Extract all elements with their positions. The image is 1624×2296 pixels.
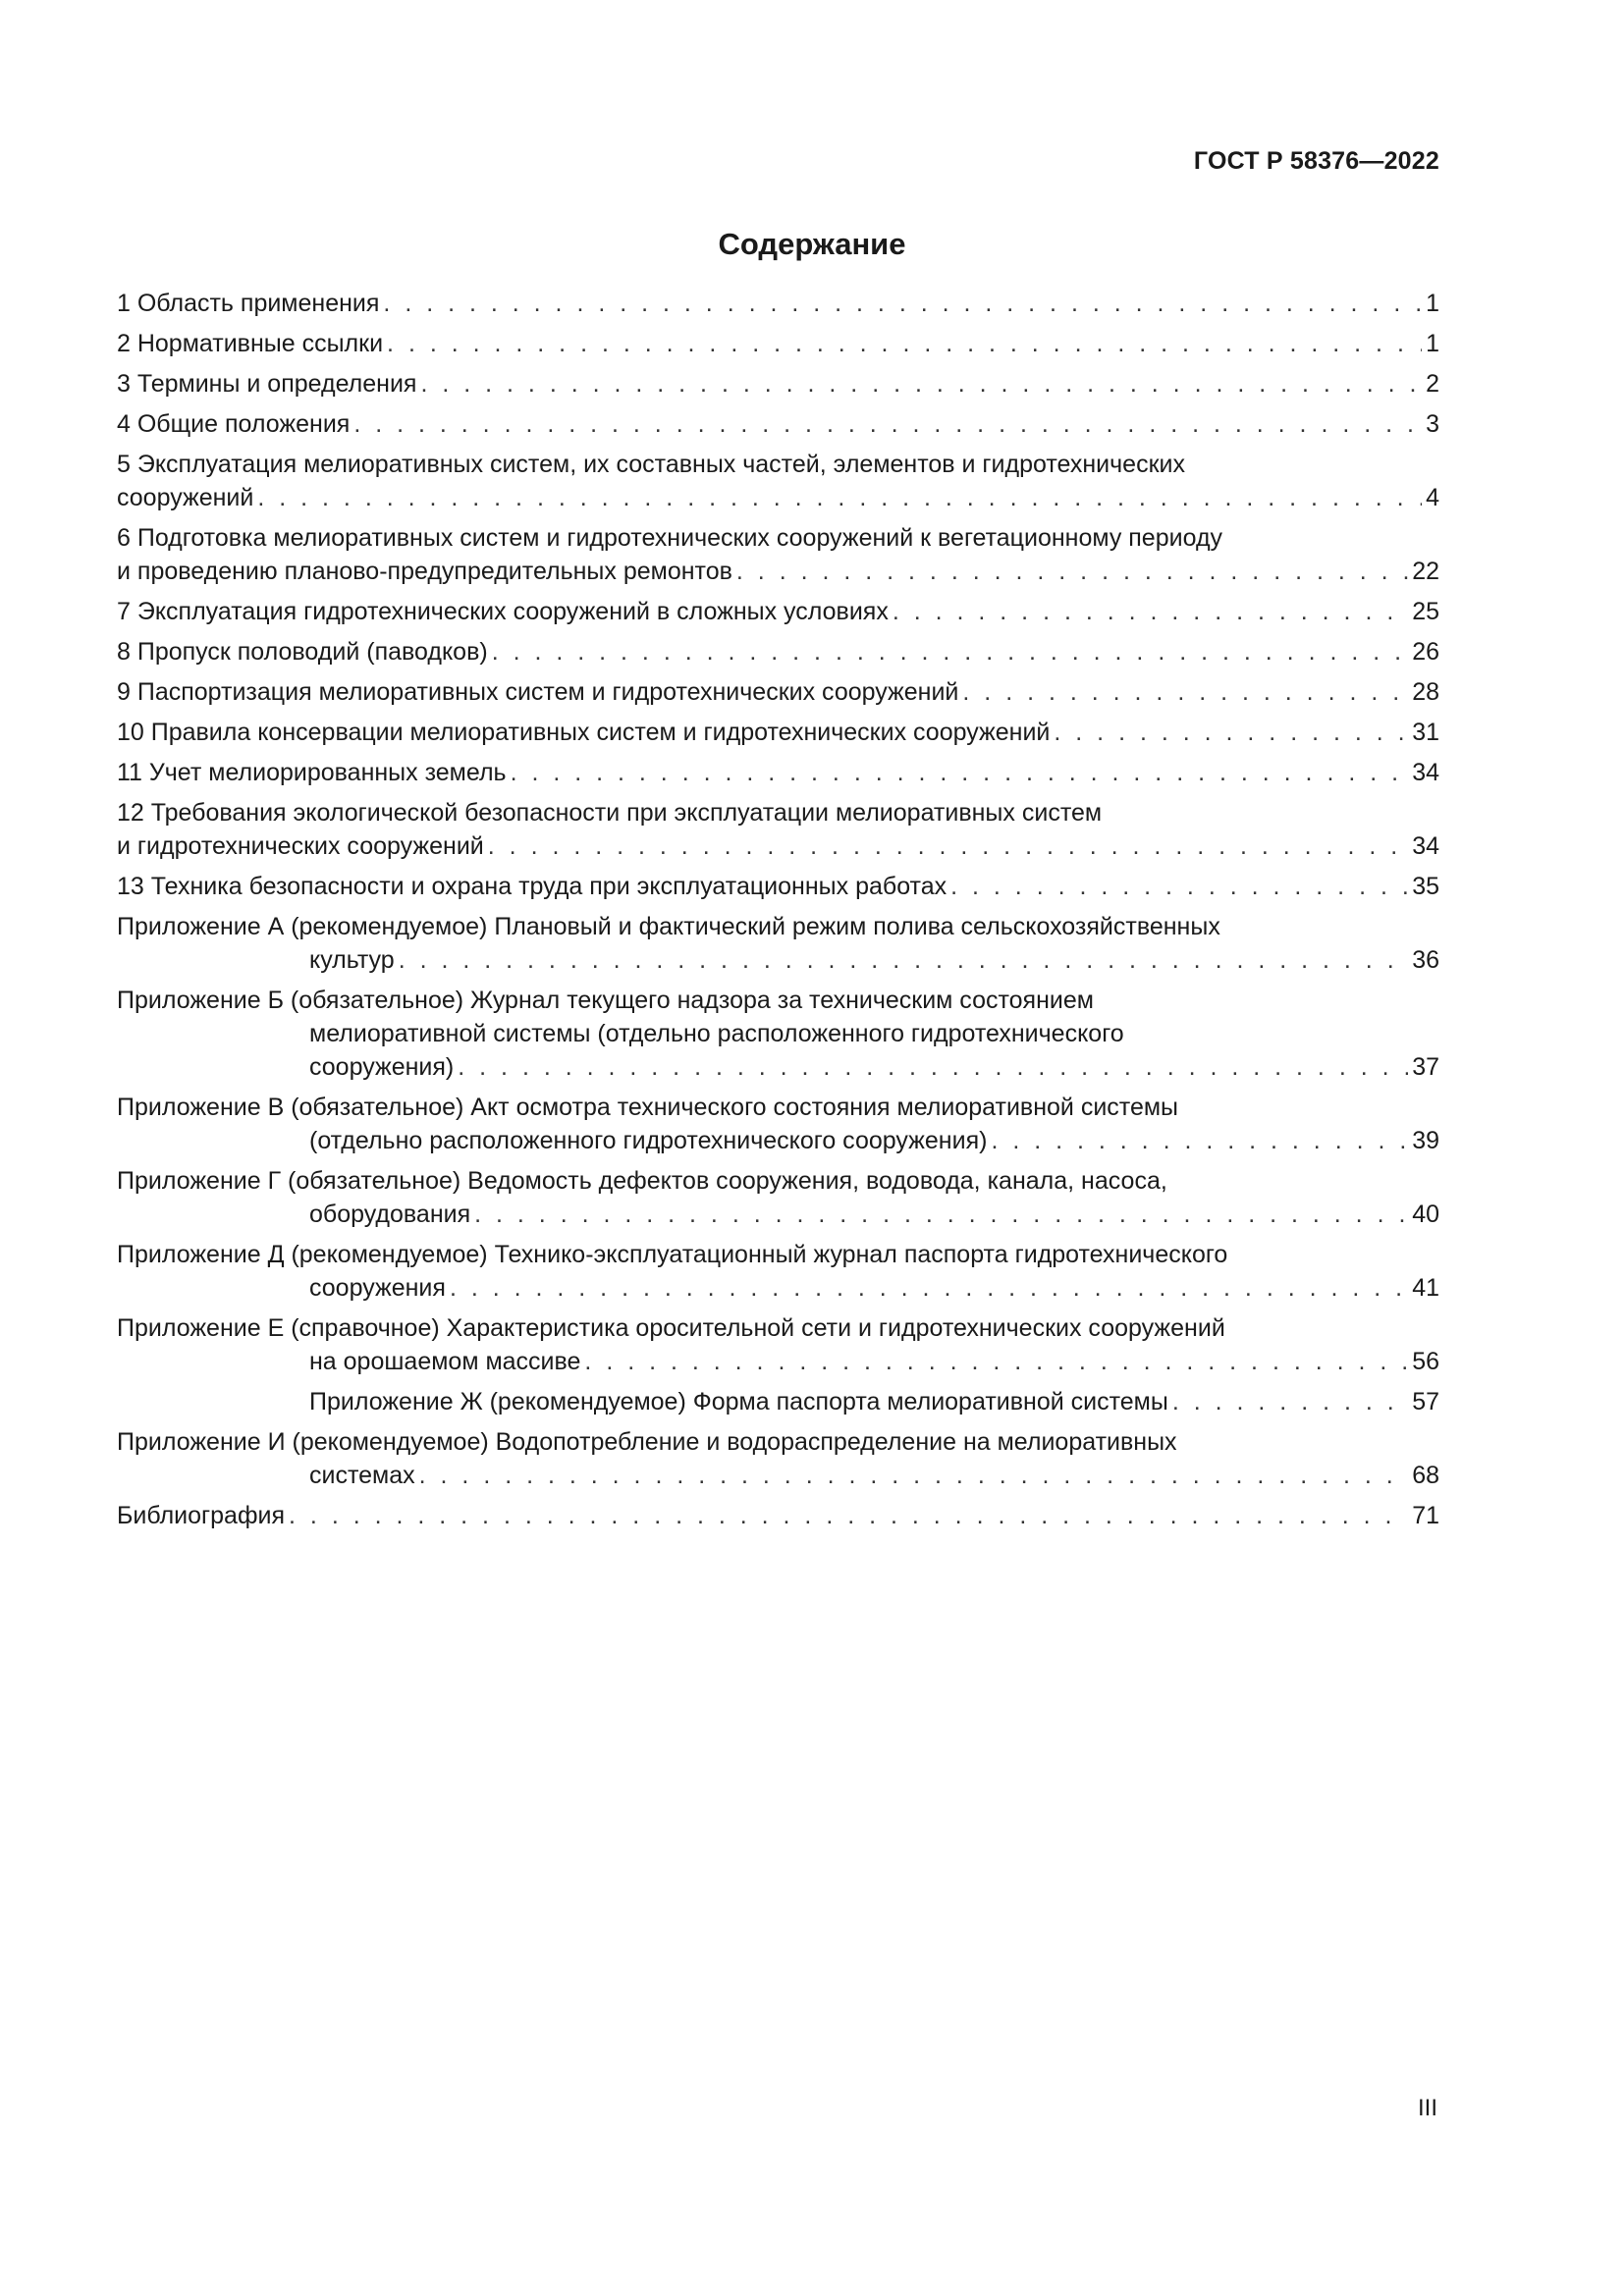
toc-page-number: 36: [1412, 946, 1439, 974]
toc-page-number: 1: [1426, 330, 1439, 357]
toc-entry-last-line: [117, 943, 1439, 977]
toc-page-number: 26: [1412, 638, 1439, 666]
toc-entry-last-line: [117, 595, 1439, 628]
toc-page-number: 1: [1426, 290, 1439, 317]
toc-entry-text: Приложение Б (обязательное) Журнал текущего надзора за техническим состоянием: [117, 987, 1094, 1014]
toc-entry-text: сооружения): [309, 1053, 455, 1081]
toc-page-number: 71: [1412, 1502, 1439, 1529]
toc-entry-text: и гидротехнических сооружений: [117, 832, 484, 860]
toc-entry[interactable]: [117, 1425, 1439, 1492]
toc-entry-last-line: [117, 407, 1439, 441]
dot-leader: [353, 407, 1422, 441]
toc-entry-text: 6 Подготовка мелиоративных систем и гидротехнических сооружений к вегетационному периоду: [117, 524, 1223, 552]
toc-page-number: 68: [1412, 1462, 1439, 1489]
toc-entry-text: 13 Техника безопасности и охрана труда при эксплуатационных работах: [117, 873, 947, 900]
toc-page-number: 40: [1412, 1201, 1439, 1228]
toc-page-number: 57: [1412, 1388, 1439, 1415]
toc-entry-last-line: [117, 1385, 1439, 1418]
toc-entry-text: сооружения: [309, 1274, 446, 1302]
toc-page-number: 4: [1426, 484, 1439, 511]
dot-leader: [962, 675, 1408, 709]
toc-entry-text: Приложение Ж (рекомендуемое) Форма паспорта мелиоративной системы: [309, 1388, 1168, 1415]
dot-leader: [458, 1050, 1408, 1084]
toc-entry[interactable]: [117, 407, 1439, 441]
dot-leader: [991, 1124, 1408, 1157]
dot-leader: [1054, 716, 1408, 749]
toc-entry-text: системах: [309, 1462, 415, 1489]
dot-leader: [950, 870, 1408, 903]
toc-entry-last-line: [117, 756, 1439, 789]
toc-entry-text: 3 Термины и определения: [117, 370, 417, 398]
toc-entry-text: сооружений: [117, 484, 254, 511]
toc-entry[interactable]: [117, 595, 1439, 628]
toc-entry-last-line: [117, 367, 1439, 400]
toc-entry-text: 2 Нормативные ссылки: [117, 330, 384, 357]
toc-page-number: 41: [1412, 1274, 1439, 1302]
toc-entry[interactable]: [117, 287, 1439, 320]
toc-entry[interactable]: [117, 1385, 1439, 1418]
dot-leader: [387, 327, 1422, 360]
toc-entry-last-line: [117, 870, 1439, 903]
dot-leader: [488, 829, 1408, 863]
dot-leader: [419, 1459, 1409, 1492]
toc-entry-text: мелиоративной системы (отдельно расположенного гидротехнического: [309, 1020, 1124, 1047]
dot-leader: [474, 1198, 1408, 1231]
toc-entry-text: Приложение Г (обязательное) Ведомость дефектов сооружения, водовода, канала, насоса,: [117, 1167, 1167, 1195]
toc-entry[interactable]: [117, 1091, 1439, 1157]
toc-entry[interactable]: [117, 1499, 1439, 1532]
toc-entry-text: оборудования: [309, 1201, 471, 1228]
toc-page-number: 56: [1412, 1348, 1439, 1375]
toc-entry-last-line: [117, 635, 1439, 668]
toc-entry-text: (отдельно расположенного гидротехнического сооружения): [309, 1127, 988, 1154]
toc-entry-last-line: [117, 1124, 1439, 1157]
toc-entry[interactable]: [117, 521, 1439, 588]
dot-leader: [492, 635, 1409, 668]
toc-entry-last-line: [117, 1499, 1439, 1532]
toc-entry-text: культур: [309, 946, 395, 974]
toc-entry-last-line: [117, 1271, 1439, 1305]
dot-leader: [450, 1271, 1408, 1305]
toc-page-number: 34: [1412, 832, 1439, 860]
toc-entry[interactable]: [117, 635, 1439, 668]
toc-entry-text: 8 Пропуск половодий (паводков): [117, 638, 488, 666]
toc-entry[interactable]: [117, 984, 1439, 1084]
dot-leader: [383, 287, 1422, 320]
toc-entry-text: 1 Область применения: [117, 290, 380, 317]
toc-entry-last-line: [117, 1050, 1439, 1084]
toc-page-number: 3: [1426, 410, 1439, 438]
toc-page-number: 25: [1412, 598, 1439, 625]
toc-entry[interactable]: [117, 796, 1439, 863]
toc-entry-text: Приложение Д (рекомендуемое) Технико-эксплуатационный журнал паспорта гидротехнического: [117, 1241, 1228, 1268]
toc-entry-text: Библиография: [117, 1502, 286, 1529]
toc-entry[interactable]: [117, 448, 1439, 514]
dot-leader: [399, 943, 1409, 977]
toc-entry-text: Приложение А (рекомендуемое) Плановый и фактический режим полива сельскохозяйственных: [117, 913, 1220, 940]
toc-page-number: 35: [1412, 873, 1439, 900]
toc-entry-text: 7 Эксплуатация гидротехнических сооружений в сложных условиях: [117, 598, 889, 625]
page-number: III: [1417, 2095, 1437, 2121]
toc-entry-last-line: [117, 481, 1439, 514]
toc-entry-text: 10 Правила консервации мелиоративных систем и гидротехнических сооружений: [117, 719, 1051, 746]
toc-entry[interactable]: [117, 1164, 1439, 1231]
toc-entry-text: 11 Учет мелиорированных земель: [117, 759, 507, 786]
toc-entry[interactable]: [117, 910, 1439, 977]
toc-entry-last-line: [117, 1345, 1439, 1378]
toc-entry-text: 12 Требования экологической безопасности при эксплуатации мелиоративных систем: [117, 799, 1103, 827]
toc-entry[interactable]: [117, 870, 1439, 903]
table-of-contents: [117, 287, 1439, 1539]
page-title: Содержание: [718, 227, 906, 261]
toc-entry-text: 5 Эксплуатация мелиоративных систем, их составных частей, элементов и гидротехнических: [117, 451, 1185, 478]
dot-leader: [257, 481, 1422, 514]
toc-page-number: 34: [1412, 759, 1439, 786]
toc-entry-last-line: [117, 1198, 1439, 1231]
toc-entry[interactable]: [117, 716, 1439, 749]
document-number: ГОСТ Р 58376—2022: [1193, 147, 1439, 175]
toc-entry[interactable]: [117, 756, 1439, 789]
toc-entry[interactable]: [117, 367, 1439, 400]
toc-entry-text: Приложение В (обязательное) Акт осмотра технического состояния мелиоративной системы: [117, 1094, 1179, 1121]
toc-page-number: 22: [1412, 558, 1439, 585]
toc-entry-text: на орошаемом массиве: [309, 1348, 581, 1375]
toc-entry[interactable]: [117, 1311, 1439, 1378]
toc-entry-last-line: [117, 327, 1439, 360]
toc-page-number: 37: [1412, 1053, 1439, 1081]
dot-leader: [289, 1499, 1408, 1532]
toc-page-number: 39: [1412, 1127, 1439, 1154]
toc-entry-last-line: [117, 555, 1439, 588]
toc-entry-text: 9 Паспортизация мелиоративных систем и гидротехнических сооружений: [117, 678, 959, 706]
dot-leader: [584, 1345, 1408, 1378]
toc-entry-last-line: [117, 1459, 1439, 1492]
toc-page-number: 2: [1426, 370, 1439, 398]
toc-entry[interactable]: [117, 675, 1439, 709]
toc-entry-last-line: [117, 287, 1439, 320]
toc-entry-text: и проведению планово-предупредительных ремонтов: [117, 558, 732, 585]
dot-leader: [511, 756, 1409, 789]
toc-entry-text: 4 Общие положения: [117, 410, 351, 438]
toc-entry-text: Приложение Е (справочное) Характеристика оросительной сети и гидротехнических сооружений: [117, 1314, 1225, 1342]
dot-leader: [736, 555, 1408, 588]
toc-page-number: 31: [1412, 719, 1439, 746]
toc-entry-last-line: [117, 829, 1439, 863]
toc-entry-last-line: [117, 716, 1439, 749]
toc-page-number: 28: [1412, 678, 1439, 706]
dot-leader: [893, 595, 1408, 628]
dot-leader: [1172, 1385, 1408, 1418]
dot-leader: [420, 367, 1422, 400]
toc-entry-text: Приложение И (рекомендуемое) Водопотребление и водораспределение на мелиоративных: [117, 1428, 1177, 1456]
toc-entry-last-line: [117, 675, 1439, 709]
toc-entry[interactable]: [117, 1238, 1439, 1305]
toc-entry[interactable]: [117, 327, 1439, 360]
